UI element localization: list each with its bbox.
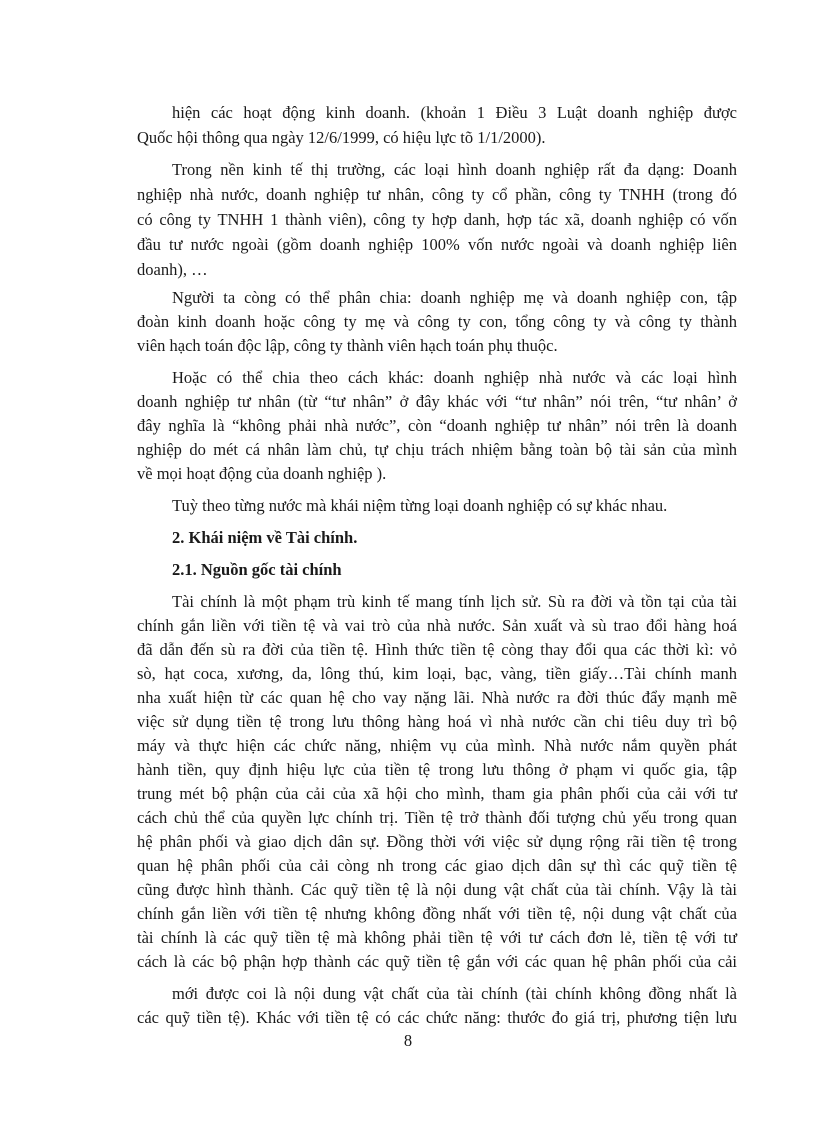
text-line: chính gắn liền với tiền tệ và vai trò của nhà nước. Sản xuất và sù trao đổi hàng hoá <box>137 616 737 635</box>
text-line: có công ty TNHH 1 thành viên), công ty hợp danh, hợp tác xã, doanh nghiệp có vốn <box>137 210 737 229</box>
text-line: tài chính là các quỹ tiền tệ mà không phải tiền tệ với tư cách đơn lẻ, tiền tệ với tư <box>137 928 737 947</box>
text-line: trung mét bộ phận của cải của xã hội cho mình, tham gia phân phối của cải với tư <box>137 784 737 803</box>
text-line: doanh), … <box>137 260 208 279</box>
text-line: viên hạch toán độc lập, công ty thành viên hạch toán phụ thuộc. <box>137 336 558 355</box>
text-line: Người ta còng có thể phân chia: doanh nghiệp mẹ và doanh nghiệp con, tập <box>172 288 737 307</box>
text-line: đã dẫn đến sù ra đời của tiền tệ. Hình thức tiền tệ còng thay đổi qua các thời kì: vỏ <box>137 640 737 659</box>
text-line: đoàn kinh doanh hoặc công ty mẹ và công ty con, tổng công ty và công ty thành <box>137 312 737 331</box>
page-number: 8 <box>403 1031 413 1050</box>
text-line: các quỹ tiền tệ). Khác với tiền tệ có các chức năng: thước đo giá trị, phương tiện lưu <box>137 1008 737 1027</box>
text-line: nha xuất hiện từ các quan hệ cho vay nặng lãi. Nhà nước ra đời thúc đẩy mạnh mẽ <box>137 688 737 707</box>
text-line: mới được coi là nội dung vật chất của tài chính (tài chính không đồng nhất là <box>172 984 737 1003</box>
text-line: cũng được hình thành. Các quỹ tiền tệ là nội dung vật chất của tài chính. Vậy là tài <box>137 880 737 899</box>
text-line: sò, hạt coca, xương, da, lông thú, kim loại, bạc, vàng, tiền giấy…Tài chính manh <box>137 664 737 683</box>
text-line: cách là các bộ phận hợp thành các quỹ tiền tệ gắn với các quan hệ phân phối của cải <box>137 952 737 971</box>
text-line: Trong nền kinh tế thị trường, các loại hình doanh nghiệp rất đa dạng: Doanh <box>172 160 737 179</box>
text-line: hiện các hoạt động kinh doanh. (khoản 1 Điều 3 Luật doanh nghiệp được <box>172 103 737 122</box>
section-heading: 2. Khái niệm về Tài chính. <box>172 528 358 547</box>
text-line: hệ phân phối và giao dịch dân sự. Đồng thời với việc sử dụng rộng rãi tiền tệ trong <box>137 832 737 851</box>
text-line: doanh nghiệp tư nhân (từ “tư nhân” ở đây khác với “tư nhân” nói trên, “tư nhân’ ở <box>137 392 737 411</box>
text-line: đây nghĩa là “không phải nhà nước”, còn “doanh nghiệp tư nhân” nói trên là doanh <box>137 416 737 435</box>
text-line: Tài chính là một phạm trù kinh tế mang tính lịch sử. Sù ra đời và tồn tại của tài <box>172 592 737 611</box>
text-line: nghiệp nhà nước, doanh nghiệp tư nhân, công ty cổ phần, công ty TNHH (trong đó <box>137 185 737 204</box>
text-line: cách chủ thể của quyền lực chính trị. Tiền tệ trở thành đối tượng chủ yếu trong quan <box>137 808 737 827</box>
text-line: đầu tư nước ngoài (gồm doanh nghiệp 100% vốn nước ngoài và doanh nghiệp liên <box>137 235 737 254</box>
text-line: nghiệp do mét cá nhân làm chủ, tự chịu trách nhiệm bằng toàn bộ tài sản của mình <box>137 440 737 459</box>
text-line: về mọi hoạt động của doanh nghiệp ). <box>137 464 387 483</box>
text-line: hành tiền, quy định hiệu lực của tiền tệ trong lưu thông ở phạm vi quốc gia, tập <box>137 760 737 779</box>
subsection-heading: 2.1. Nguồn gốc tài chính <box>172 560 342 579</box>
text-line: Tuỳ theo từng nước mà khái niệm từng loại doanh nghiệp có sự khác nhau. <box>172 496 668 515</box>
text-line: Hoặc có thể chia theo cách khác: doanh nghiệp nhà nước và các loại hình <box>172 368 737 387</box>
text-line: quan hệ phân phối của cải còng nh trong các giao dịch dân sự thì các quỹ tiền tệ <box>137 856 737 875</box>
text-line: chính gắn liền với tiền tệ nhưng không đồng nhất với tiền tệ, nội dung vật chất của <box>137 904 737 923</box>
text-line: máy và thực hiện các chức năng, nhiệm vụ của mình. Nhà nước nắm quyền phát <box>137 736 737 755</box>
text-line: Quốc hội thông qua ngày 12/6/1999, có hiệu lực tõ 1/1/2000). <box>137 128 546 147</box>
text-line: việc sử dụng tiền tệ trong lưu thông hàng hoá vì nhà nước cần chi tiêu duy trì bộ <box>137 712 737 731</box>
